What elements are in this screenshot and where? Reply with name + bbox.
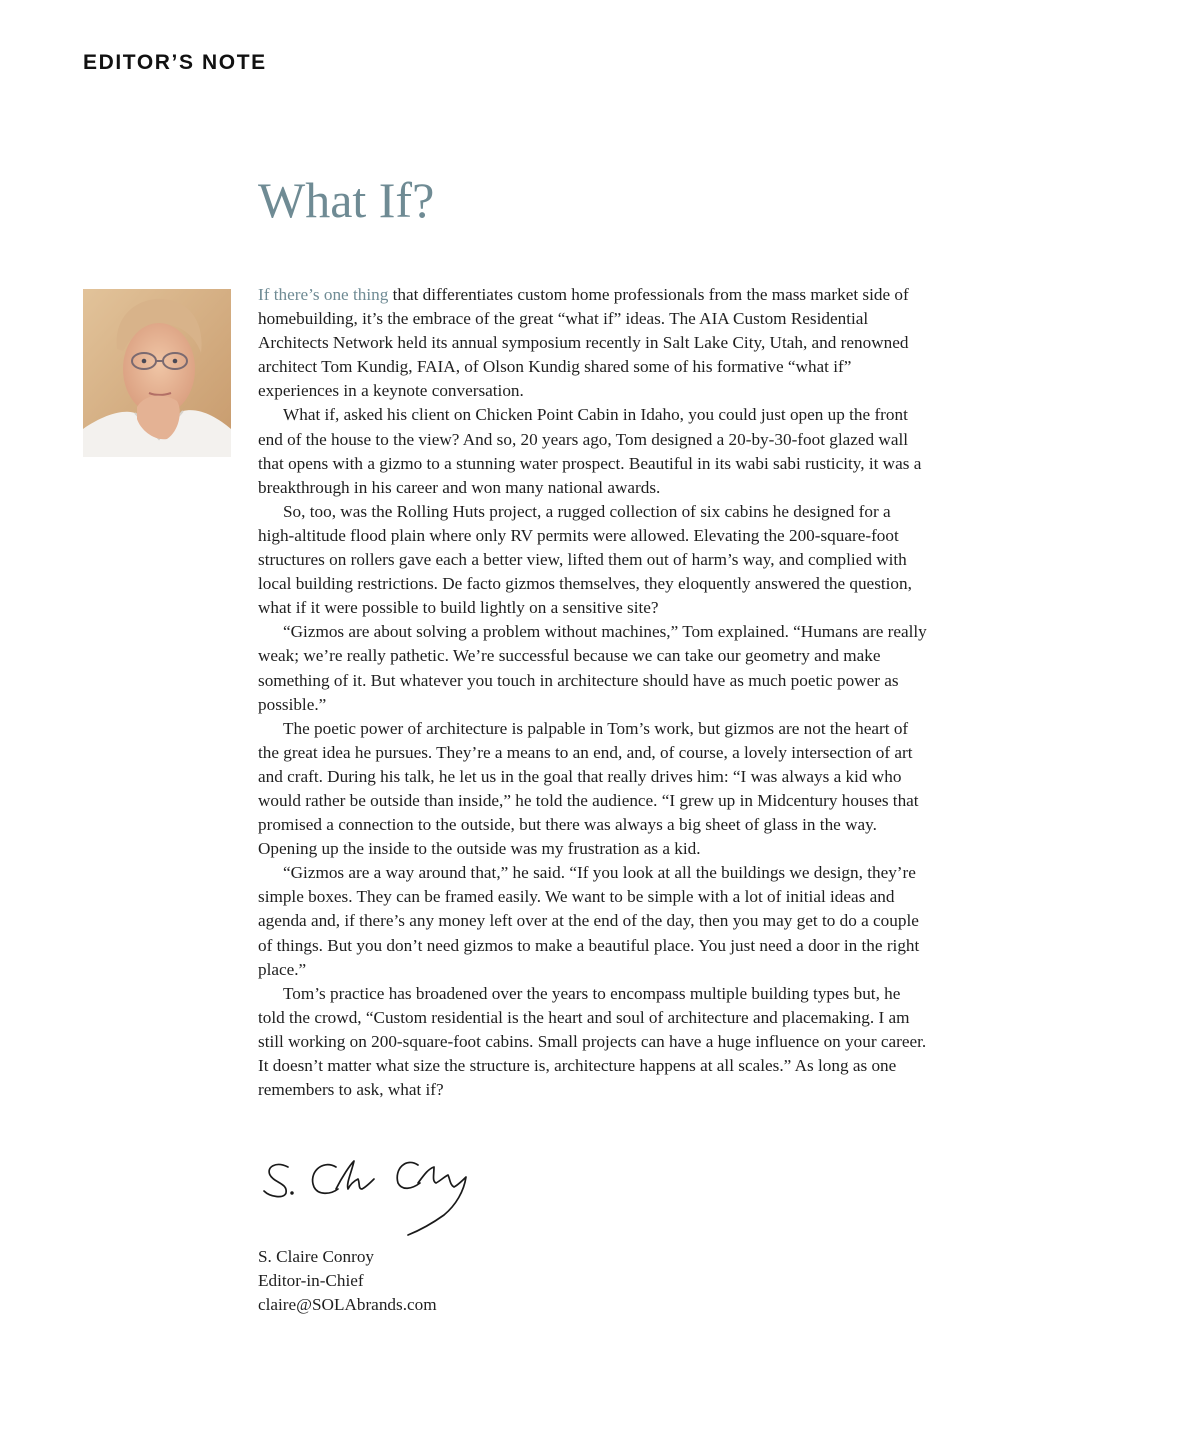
article-paragraph: “Gizmos are a way around that,” he said. “If you look at all the buildings we design, they’re simple boxes. They can be framed easily. We want to be simple with a lot of initial ideas and agenda and, if there’s any money left over at the end of the day, then you may get to do a couple of things. But you don’t need gizmos to make a beautiful place. You just need a door in the right place.” [258, 863, 920, 979]
section-label: EDITOR’S NOTE [83, 51, 267, 74]
article-body [258, 283, 930, 1102]
lead-in: If there’s one thing [258, 285, 389, 304]
article-paragraph: So, too, was the Rolling Huts project, a rugged collection of six cabins he designed for a high-altitude flood plain where only RV permits were allowed. Elevating the 200-square-foot structures on rollers gave each a better view, lifted them out of harm’s way, and complied with local building restrictions. De facto gizmos themselves, they eloquently answered the question, what if it were possible to build lightly on a sensitive site? [258, 501, 912, 618]
author-portrait [83, 289, 231, 457]
article-paragraph [258, 283, 930, 403]
author-block [258, 1245, 437, 1317]
article-paragraph: “Gizmos are about solving a problem without machines,” Tom explained. “Humans are really weak; we’re really pathetic. We’re successful because we can take our geometry and make something of it. But whatever you touch in architecture should have as much poetic power as possible.” [258, 622, 927, 714]
paragraph-text: that differentiates custom home professionals from the mass market side of homebuilding, it’s the embrace of the great “what if” ideas. The AIA Custom Residential Architects Network held its annual symposium recently in Salt Lake City, Utah, and renowned architect Tom Kundig, FAIA, of Olson Kundig shared some of his formative “what if” experiences in a keynote conversation. [258, 285, 909, 401]
article-paragraph: The poetic power of architecture is palpable in Tom’s work, but gizmos are not the heart of the great idea he pursues. They’re a means to an end, and, of course, a lovely intersection of art and craft. During his talk, he let us in the goal that really drives him: “I was always a kid who would rather be outside than inside,” he told the audience. “I grew up in Midcentury houses that promised a connection to the outside, but there was always a big sheet of glass in the way. Opening up the inside to the outside was my frustration as a kid. [258, 718, 919, 859]
article-paragraph: What if, asked his client on Chicken Point Cabin in Idaho, you could just open up the front end of the house to the view? And so, 20 years ago, Tom designed a 20-by-30-foot glazed wall that opens with a gizmo to a stunning water prospect. Beautiful in its wabi sabi rusticity, it was a breakthrough in his career and won many national awards. [258, 405, 922, 497]
author-name: S. Claire Conroy [258, 1247, 375, 1266]
article-paragraph: Tom’s practice has broadened over the years to encompass multiple building types but, he told the crowd, “Custom residential is the heart and soul of architecture and placemaking. I am still working on 200-square-foot cabins. Small projects can have a huge influence on your career. It doesn’t matter what size the structure is, architecture happens at all scales.” As long as one remembers to ask, what if? [258, 983, 927, 1100]
signature-icon [258, 1155, 488, 1241]
signature [258, 1155, 488, 1241]
author-email[interactable]: claire@SOLAbrands.com [258, 1295, 437, 1314]
article-title: What If? [258, 172, 435, 228]
author-role: Editor-in-Chief [258, 1271, 364, 1290]
